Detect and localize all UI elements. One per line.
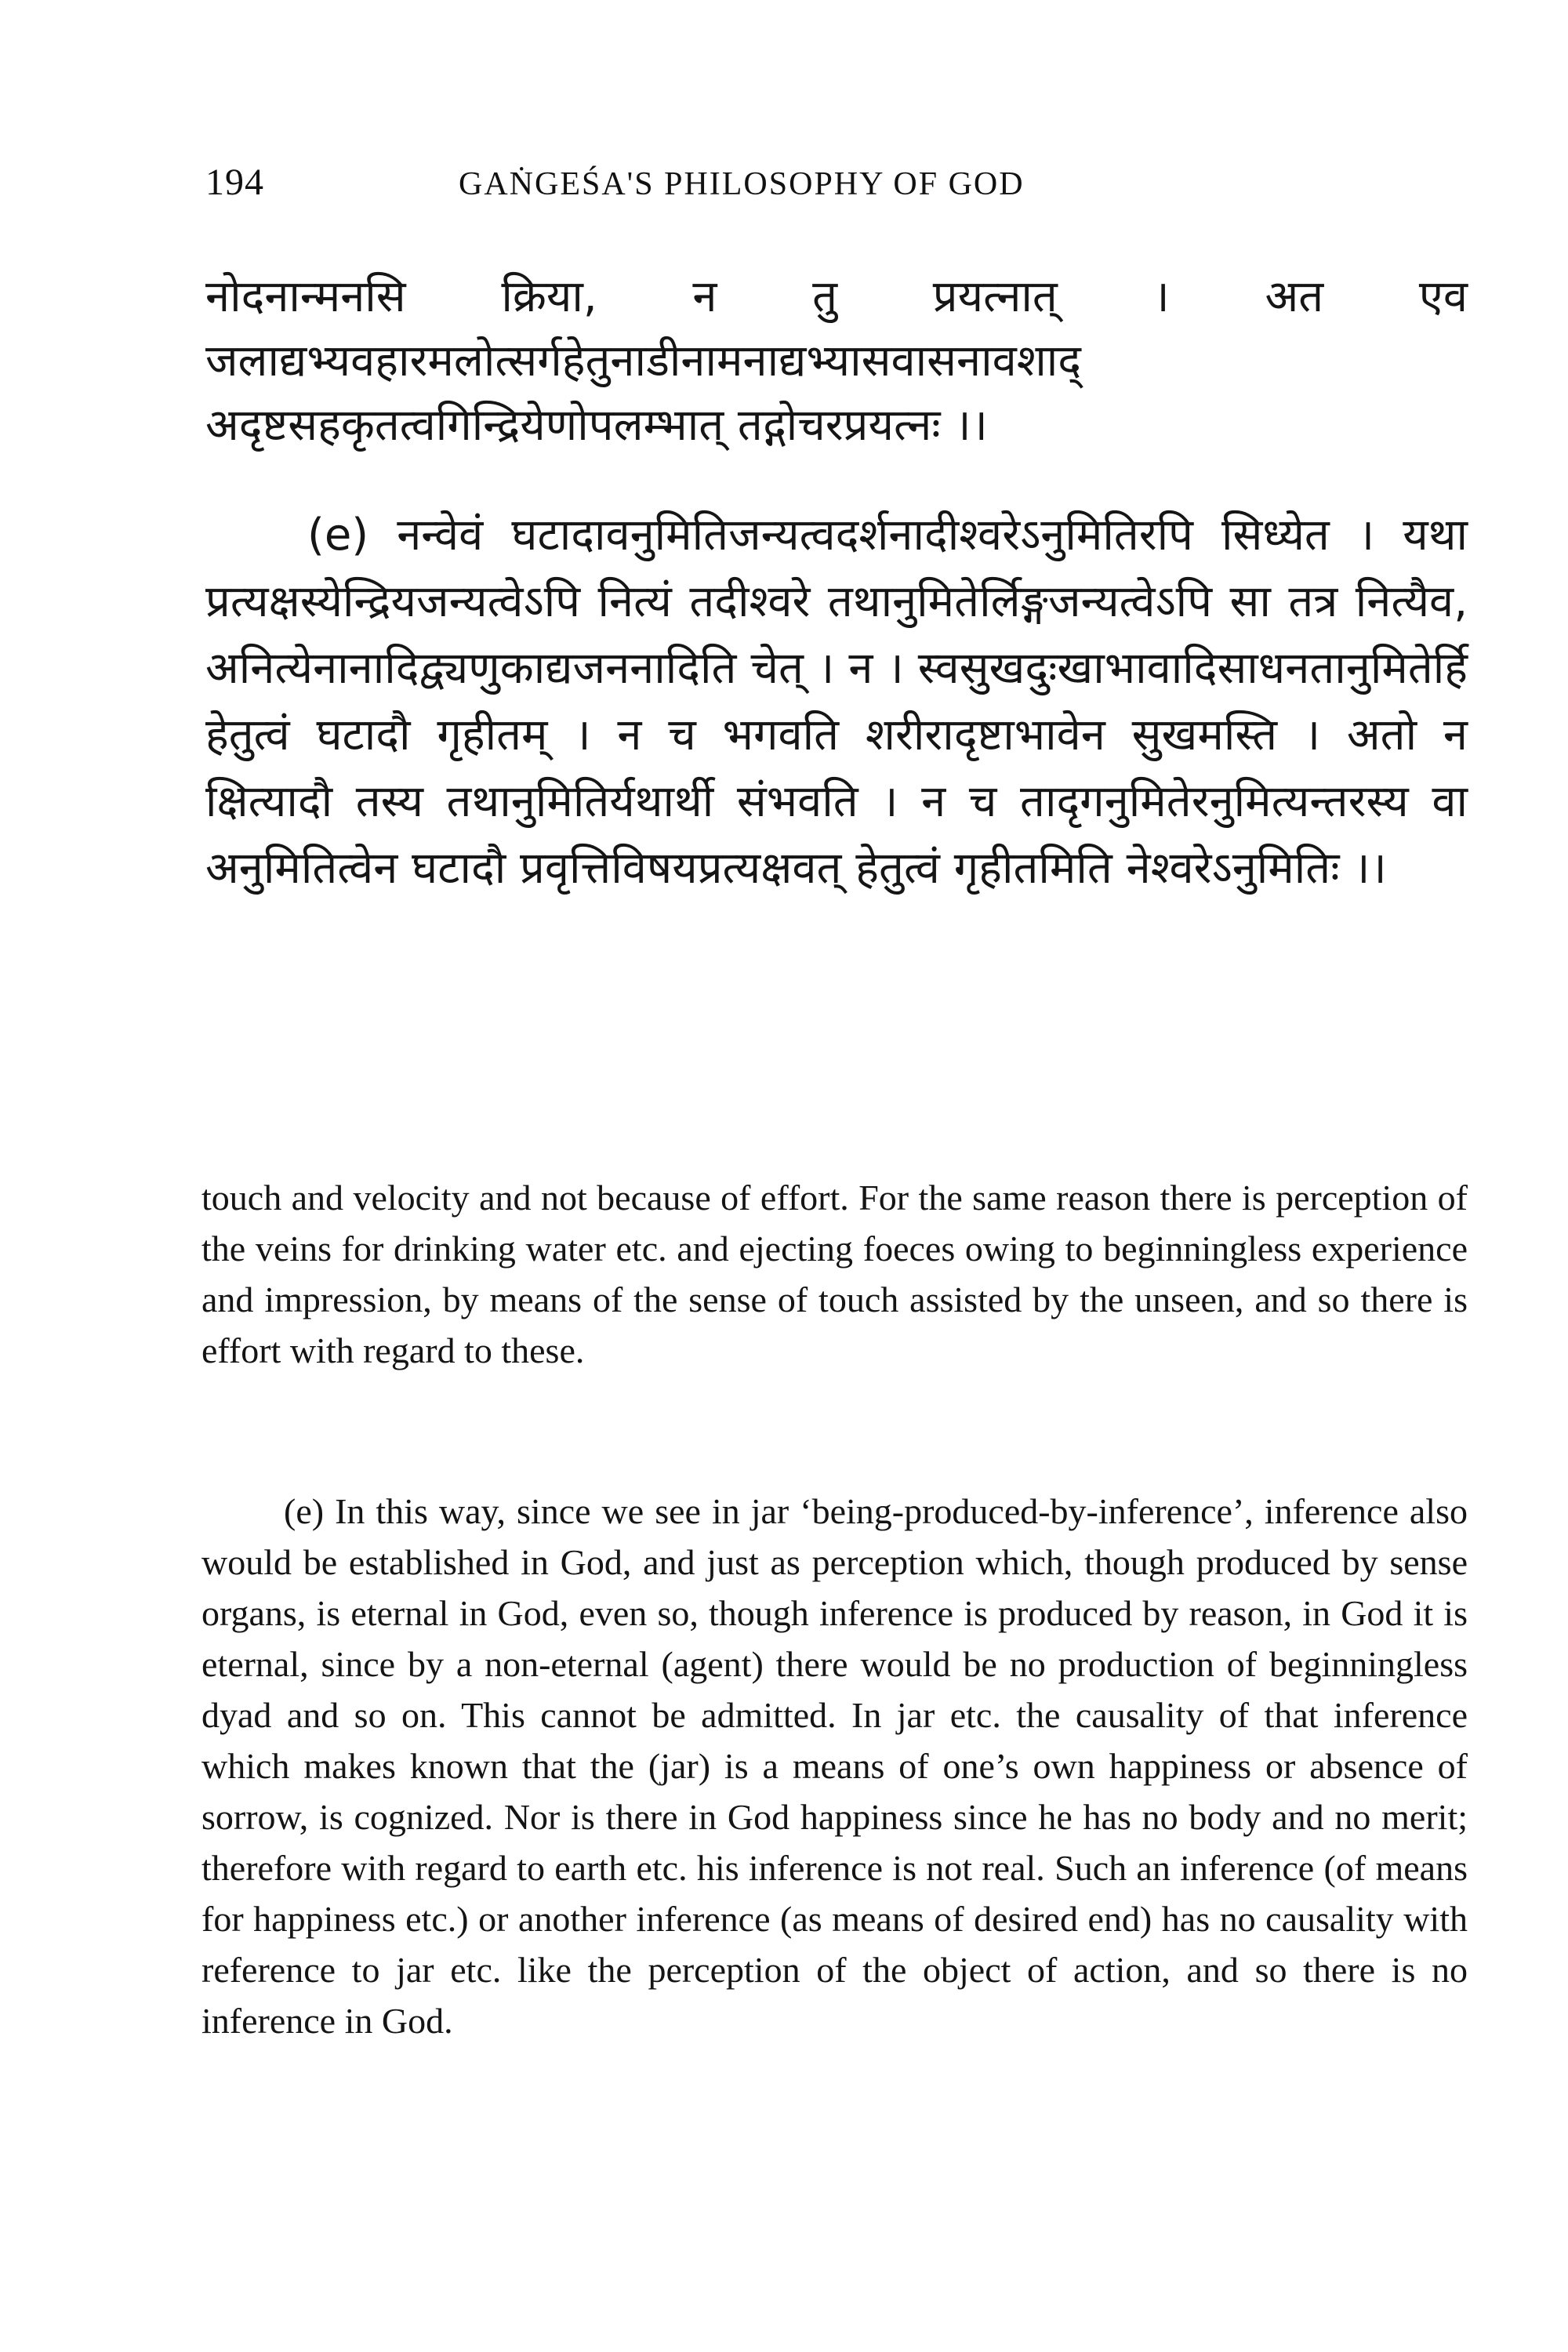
page-header <box>0 161 1568 223</box>
page-number: 194 <box>205 162 264 203</box>
english-paragraph-2: (e) In this way, since we see in jar ‘being-produced-by-inference’, inference also would be established in God, and just as perception which, though produced by sense organs, is eternal in God, even so, though inference is produced by reason, in God it is eternal, since by a non-eternal (agent) there would be no production of beginningless dyad and so on. This cannot be admitted. In jar etc. the causality of that inference which makes known that the (jar) is a means of one’s own happiness or absence of sorrow, is cognized. Nor is there in God happiness since he has no body and no merit; therefore with regard to earth etc. his inference is not real. Such an inference (of means for happiness etc.) or another inference (as means of desired end) has no causality with reference to jar etc. like the perception of the object of action, and so there is no inference in God. <box>201 1491 1468 2041</box>
sanskrit-passage-1: नोदनान्मनसि क्रिया, न तु प्रयत्नात् । अत एव जलाद्यभ्यवहारमलोत्सर्गहेतुनाडीनामनाद्यभ्यासवासनावशाद् अदृष्टसहकृतत्वगिन्द्रियेणोपलम्भात् तद्गोचरप्रयत्नः ।। <box>205 271 1468 451</box>
english-paragraph-1: touch and velocity and not because of effort. For the same reason there is perception of the veins for drinking water etc. and ejecting foeces owing to beginningless experience and impression, by means of the sense of touch assisted by the unseen, and so there is effort with regard to these. <box>201 1178 1468 1370</box>
running-title: GAṄGEŚA'S PHILOSOPHY OF GOD <box>459 166 1025 202</box>
sanskrit-passage-2: (e) नन्वेवं घटादावनुमितिजन्यत्वदर्शनादीश्वरेऽनुमितिरपि सिध्येत । यथा प्रत्यक्षस्येन्द्रियजन्यत्वेऽपि नित्यं तदीश्वरे तथानुमितेर्लिङ्गजन्यत्वेऽपि सा तत्र नित्यैव, अनित्येनानादिद्व्यणुकाद्यजननादिति चेत् । न । स्वसुखदुःखाभावादिसाधनतानुमितेर्हि हेतुत्वं घटादौ गृहीतम् । न च भगवति शरीरादृष्टाभावेन सुखमस्ति । अतो न क्षित्यादौ तस्य तथानुमितिर्यथार्थी संभवति । न च तादृगनुमितेरनुमित्यन्तरस्य वा अनुमितित्वेन घटादौ प्रवृत्तिविषयप्रत्यक्षवत् हेतुत्वं गृहीतमिति नेश्वरेऽनुमितिः ।। <box>205 510 1468 894</box>
